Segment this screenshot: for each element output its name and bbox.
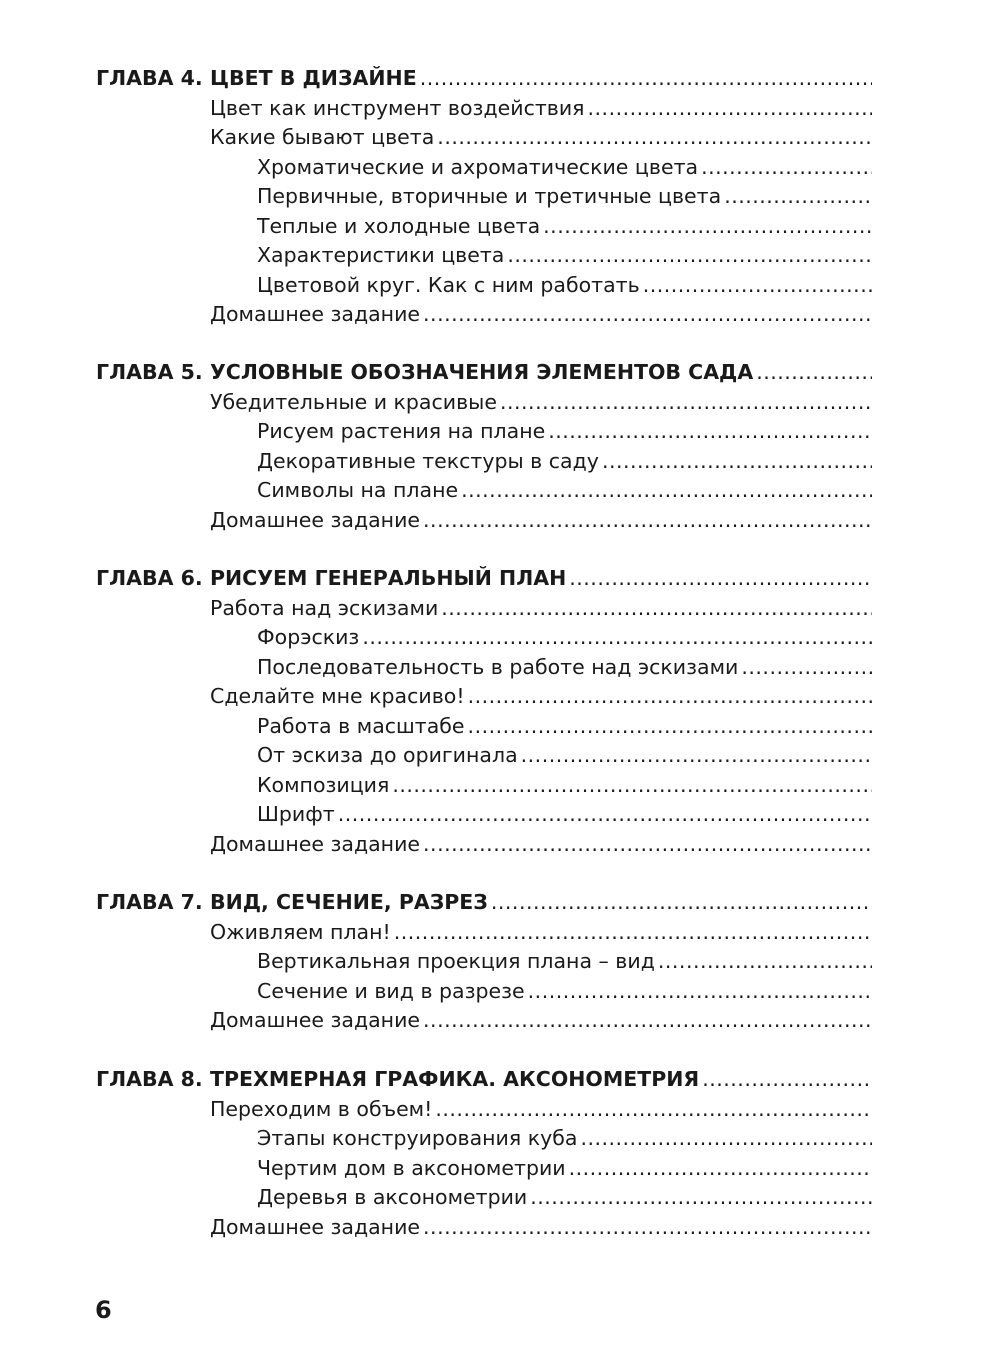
toc-subsection-entry [96,241,872,271]
chapter-number: ГЛАВА 8. [96,1067,203,1091]
entry-title: Теплые и холодные цвета [257,213,541,238]
toc-subsection-entry [96,1183,872,1213]
entry-line [210,506,872,536]
entry-title: Домашнее задание [210,507,421,532]
entry-line [257,153,872,183]
entry-title: Композиция [257,772,390,797]
chapter-title-line [210,564,872,594]
entry-line [257,947,872,977]
entry-line [257,741,872,771]
entry-title: Какие бывают цвета [210,125,435,149]
entry-line [257,623,872,653]
chapter-title: РИСУЕМ ГЕНЕРАЛЬНЫЙ ПЛАН [210,566,567,590]
toc-section-entry [96,682,872,712]
dot-leader [756,358,872,388]
entry-title: Рисуем растения на плане [257,419,546,443]
toc-subsection-entry [96,153,872,183]
entry-line [257,271,872,301]
entry-title: Работа в масштабе [257,713,465,738]
entry-title: Хроматические и ахроматические цвета [257,154,699,179]
dot-leader [423,506,872,536]
chapter-heading [96,64,872,94]
dot-leader [437,123,872,153]
entry-line [210,388,872,418]
chapter-4-section [96,64,872,330]
toc-section-entry [96,830,872,860]
entry-line [257,1183,872,1213]
entry-title: Сечение и вид в разрезе [257,978,525,1003]
toc-section-entry [96,123,872,153]
chapter-title: ТРЕХМЕРНАЯ ГРАФИКА. АКСОНОМЕТРИЯ [210,1067,700,1091]
entry-title: Этапы конструирования куба [257,1126,578,1150]
dot-leader [580,1124,872,1154]
entry-line [257,212,872,242]
toc-subsection-entry [96,741,872,771]
dot-leader [468,712,872,742]
dot-leader [392,771,872,801]
toc-section-entry [96,94,872,124]
toc-subsection-entry [96,447,872,477]
entry-line [257,182,872,212]
toc-subsection-entry [96,1154,872,1184]
dot-leader [658,947,872,977]
entry-line [257,241,872,271]
entry-line [210,1095,872,1125]
toc-subsection-entry [96,800,872,830]
dot-leader [543,212,872,242]
dot-leader [500,388,872,418]
entry-title: Переходим в объем! [210,1096,433,1121]
dot-leader [741,653,872,683]
entry-title: Оживляем план! [210,919,391,944]
toc-section-entry [96,1213,872,1243]
entry-title: Первичные, вторичные и третичные цвета [257,184,722,208]
dot-leader [420,64,872,94]
entry-title: Цвет как инструмент воздействия [210,95,585,120]
dot-leader [435,1095,872,1125]
toc-section-entry [96,594,872,624]
dot-leader [521,741,872,771]
dot-leader [468,682,872,712]
entry-title: Характеристики цвета [257,243,505,267]
page-number: 6 [95,1296,112,1324]
chapter-title-line [210,64,872,94]
entry-line [210,300,872,330]
toc-subsection-entry [96,182,872,212]
entry-line [210,830,872,860]
toc-section-entry [96,388,872,418]
dot-leader [338,800,872,830]
entry-line [257,712,872,742]
chapter-number: ГЛАВА 5. [96,360,203,384]
toc-subsection-entry [96,1124,872,1154]
entry-line [210,918,872,948]
toc-section-entry [96,1095,872,1125]
chapter-number: ГЛАВА 6. [96,566,203,590]
entry-title: Шрифт [257,802,335,826]
dot-leader [423,1006,872,1036]
dot-leader [491,888,872,918]
dot-leader [394,918,872,948]
entry-title: Чертим дом в аксонометрии [257,1155,566,1180]
entry-line [257,476,872,506]
entry-title: Цветовой круг. Как с ним работать [257,272,640,297]
entry-line [257,771,872,801]
toc-section-entry [96,506,872,536]
dot-leader [602,447,872,477]
dot-leader [548,417,872,447]
toc-subsection-entry [96,653,872,683]
dot-leader [569,564,872,594]
chapter-heading [96,1065,872,1095]
entry-line [257,977,872,1007]
entry-line [257,417,872,447]
entry-line [210,594,872,624]
dot-leader [569,1154,872,1184]
dot-leader [724,182,872,212]
entry-title: Символы на плане [257,478,459,502]
dot-leader [528,977,872,1007]
chapter-5-section [96,358,872,535]
chapter-heading [96,358,872,388]
entry-line [257,447,872,477]
entry-title: Форэскиз [257,625,360,649]
entry-title: Декоративные текстуры в саду [257,448,599,473]
chapter-number: ГЛАВА 4. [96,66,203,90]
chapter-heading [96,888,872,918]
toc-subsection-entry [96,476,872,506]
toc-subsection-entry [96,771,872,801]
entry-title: От эскиза до оригинала [257,743,518,767]
entry-line [210,1006,872,1036]
dot-leader [701,153,872,183]
toc-subsection-entry [96,947,872,977]
toc-subsection-entry [96,417,872,447]
dot-leader [643,271,872,301]
chapter-title-line [210,358,872,388]
toc-subsection-entry [96,712,872,742]
entry-title: Работа над эскизами [210,595,439,620]
dot-leader [588,94,872,124]
entry-line [257,653,872,683]
dot-leader [362,623,872,653]
dot-leader [423,1213,872,1243]
entry-title: Домашнее задание [210,1008,421,1032]
chapter-6-section [96,564,872,859]
chapter-title: УСЛОВНЫЕ ОБОЗНАЧЕНИЯ ЭЛЕМЕНТОВ САДА [210,360,754,384]
dot-leader [530,1183,872,1213]
chapter-8-section [96,1065,872,1242]
entry-line [210,123,872,153]
entry-title: Последовательность в работе над эскизами [257,654,739,679]
toc-subsection-entry [96,977,872,1007]
toc-subsection-entry [96,271,872,301]
chapter-heading [96,564,872,594]
entry-title: Домашнее задание [210,302,421,326]
toc-subsection-entry [96,623,872,653]
toc-section-entry [96,1006,872,1036]
toc-subsection-entry [96,212,872,242]
dot-leader [702,1065,872,1095]
entry-line [210,94,872,124]
dot-leader [461,476,872,506]
chapter-title-line [210,888,872,918]
chapter-title: ВИД, СЕЧЕНИЕ, РАЗРЕЗ [210,890,488,914]
entry-line [257,1124,872,1154]
chapter-title-line [210,1065,872,1095]
entry-line [210,1213,872,1243]
toc-section-entry [96,918,872,948]
dot-leader [441,594,872,624]
entry-line [210,682,872,712]
entry-title: Деревья в аксонометрии [257,1185,528,1209]
toc-section-entry [96,300,872,330]
entry-title: Сделайте мне красиво! [210,684,465,708]
entry-title: Домашнее задание [210,1214,421,1239]
entry-line [257,800,872,830]
dot-leader [507,241,872,271]
chapter-title: ЦВЕТ В ДИЗАЙНЕ [210,66,417,90]
chapter-number: ГЛАВА 7. [96,890,203,914]
entry-title: Домашнее задание [210,831,421,856]
entry-line [257,1154,872,1184]
dot-leader [423,830,872,860]
entry-title: Вертикальная проекция плана – вид [257,949,655,973]
entry-title: Убедительные и красивые [210,389,497,414]
dot-leader [423,300,872,330]
chapter-7-section [96,888,872,1036]
